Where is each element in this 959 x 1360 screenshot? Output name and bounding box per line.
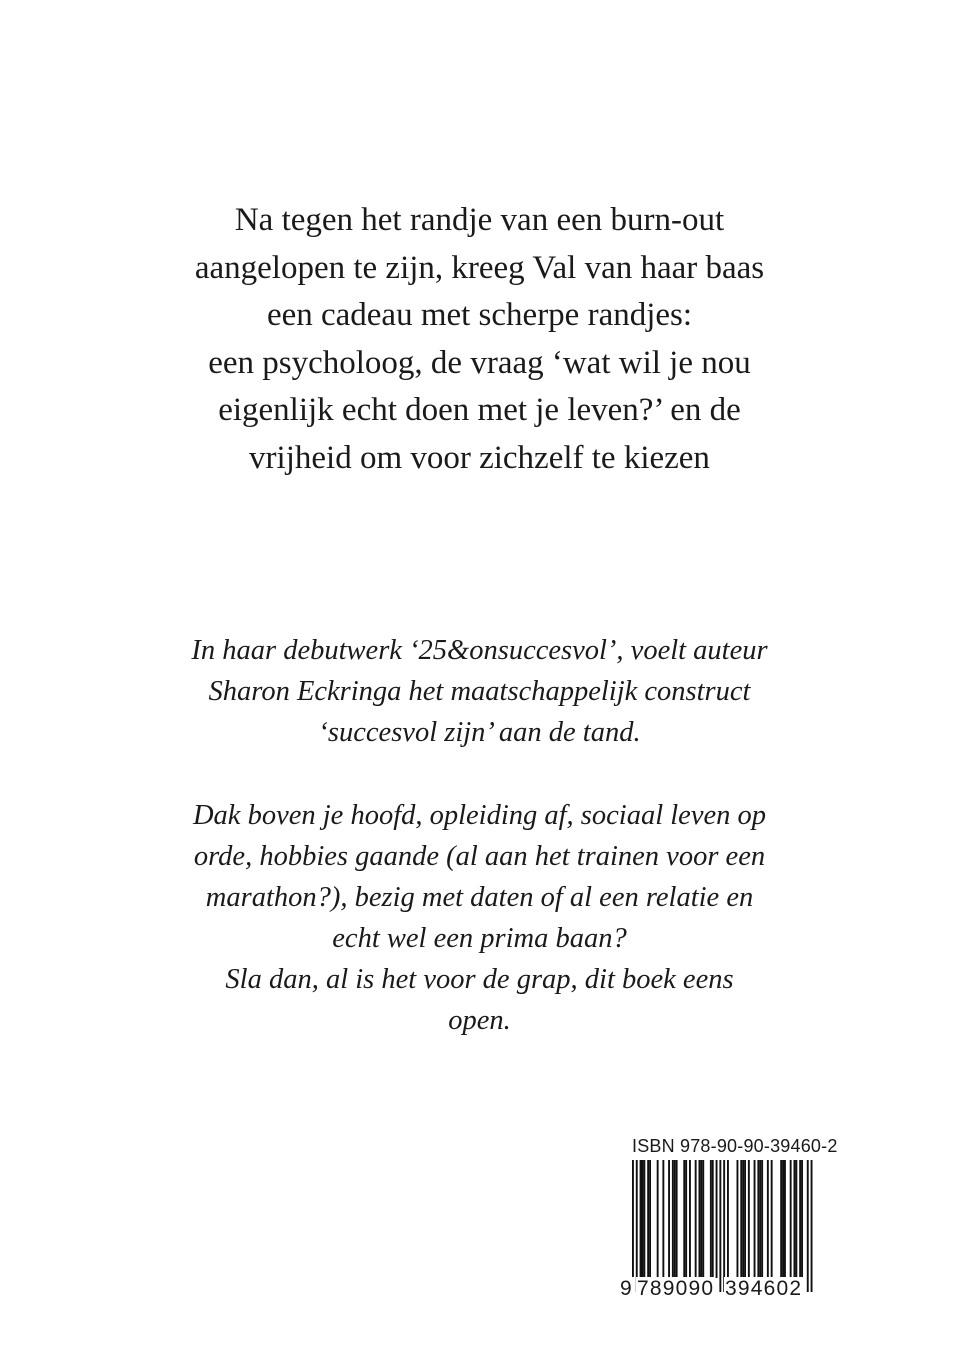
blurb-line: vrijheid om voor zichzelf te kiezen bbox=[249, 439, 710, 476]
question-line: echt wel een prima baan? bbox=[332, 923, 627, 954]
question-line: Dak boven je hoofd, opleiding af, sociaal leven op bbox=[192, 800, 767, 831]
barcode-bar bbox=[790, 1160, 792, 1278]
question-line: marathon?), bezig met daten of al een relatie en bbox=[205, 882, 754, 913]
barcode-bar bbox=[748, 1160, 750, 1278]
barcode-bar bbox=[685, 1160, 687, 1278]
barcode-bar bbox=[771, 1160, 773, 1278]
barcode-left-group: 789090 bbox=[637, 1277, 715, 1300]
barcode-bar bbox=[642, 1160, 644, 1278]
barcode-bar bbox=[795, 1160, 797, 1278]
barcode-bar bbox=[801, 1160, 803, 1278]
blurb-line: een cadeau met scherpe randjes: bbox=[266, 297, 693, 333]
barcode-bar bbox=[632, 1160, 634, 1292]
barcode-bar bbox=[636, 1160, 638, 1292]
barcode-bar bbox=[784, 1160, 786, 1278]
barcode-bar bbox=[649, 1160, 651, 1278]
barcode-bar bbox=[672, 1160, 674, 1278]
barcode-bar bbox=[676, 1160, 678, 1278]
barcode-bar bbox=[744, 1160, 746, 1278]
questions-paragraph bbox=[0, 795, 959, 1041]
blurb-line: een psycholoog, de vraag ‘wat wil je nou bbox=[208, 344, 751, 381]
barcode-bar bbox=[695, 1160, 697, 1278]
barcode-bar bbox=[723, 1160, 725, 1292]
barcode-bar bbox=[643, 1160, 645, 1278]
barcode-bar bbox=[683, 1160, 685, 1278]
barcode-bar bbox=[719, 1160, 721, 1292]
barcode-bar bbox=[699, 1160, 701, 1278]
barcode-bar bbox=[700, 1160, 702, 1278]
blurb-paragraph bbox=[0, 197, 959, 482]
blurb-line: eigenlijk echt doen met je leven?’ en de bbox=[218, 392, 741, 428]
intro-line: In haar debutwerk ‘25&onsuccesvol’, voelt auteur bbox=[191, 635, 768, 666]
question-line: open. bbox=[448, 1005, 511, 1036]
barcode-bar bbox=[710, 1160, 712, 1278]
barcode-bar bbox=[754, 1160, 756, 1278]
barcode-bar bbox=[794, 1160, 796, 1278]
barcode-bar bbox=[807, 1160, 809, 1292]
barcode-bar bbox=[811, 1160, 813, 1292]
barcode-bar bbox=[799, 1160, 801, 1278]
barcode-bar bbox=[674, 1160, 676, 1278]
blurb-line: Na tegen het randje van een burn-out bbox=[234, 202, 725, 238]
intro-line: Sharon Eckringa het maatschappelijk construct bbox=[208, 676, 751, 707]
barcode-bar bbox=[712, 1160, 714, 1278]
barcode-bar bbox=[742, 1160, 744, 1278]
isbn-label: ISBN 978-90-90-39460-2 bbox=[632, 1136, 838, 1156]
question-line: Sla dan, al is het voor de grap, dit boek eens bbox=[225, 964, 734, 995]
barcode-bar bbox=[716, 1160, 718, 1278]
barcode-bar bbox=[702, 1160, 704, 1278]
barcode-bar bbox=[662, 1160, 664, 1278]
barcode-bar bbox=[761, 1160, 763, 1278]
barcode-bar bbox=[780, 1160, 782, 1278]
barcode-bar bbox=[757, 1160, 759, 1278]
question-line: orde, hobbies gaande (al aan het trainen voor een bbox=[193, 841, 766, 872]
blurb-line: aangelopen te zijn, kreeg Val van haar baas bbox=[194, 249, 765, 286]
barcode-bar bbox=[689, 1160, 691, 1278]
barcode-bar bbox=[727, 1160, 729, 1278]
barcode-right-group: 394602 bbox=[725, 1277, 803, 1300]
author-intro-paragraph bbox=[0, 630, 959, 753]
barcode-bar bbox=[740, 1160, 742, 1278]
barcode-bar bbox=[767, 1160, 769, 1278]
barcode-bar bbox=[759, 1160, 761, 1278]
intro-line: ‘succesvol zijn’ aan de tand. bbox=[318, 717, 641, 748]
barcode-bar bbox=[668, 1160, 670, 1278]
barcode-bar bbox=[737, 1160, 739, 1278]
isbn-barcode bbox=[620, 1136, 838, 1306]
barcode-bar bbox=[647, 1160, 649, 1278]
barcode-bar bbox=[640, 1160, 642, 1278]
barcode-bar bbox=[657, 1160, 659, 1278]
barcode-first-digit: 9 bbox=[620, 1277, 632, 1300]
barcode-bar bbox=[782, 1160, 784, 1278]
